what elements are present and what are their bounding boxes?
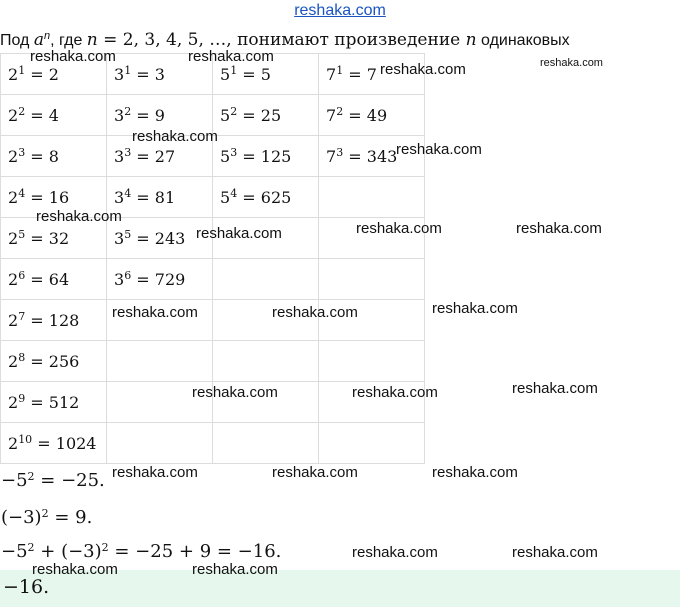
watermark: reshaka.com [36, 208, 122, 225]
table-row [1, 423, 425, 464]
watermark: reshaka.com [352, 384, 438, 401]
watermark: reshaka.com [188, 48, 274, 65]
table-row [1, 341, 425, 382]
watermark: reshaka.com [356, 220, 442, 237]
table-cell: $5^4 = 625$ [213, 177, 319, 218]
table-cell [213, 341, 319, 382]
table-cell: $3^3 = 27$ [107, 136, 213, 177]
table-cell: $2^{10} = 1024$ [1, 423, 107, 464]
table-cell: $3^5 = 243$ [107, 218, 213, 259]
table-cell: $7^3 = 343$ [319, 136, 425, 177]
table-cell: $5^1 = 5$ [213, 54, 319, 95]
table-cell: $2^5 = 32$ [1, 218, 107, 259]
table-cell: $5^3 = 125$ [213, 136, 319, 177]
table-cell: $3^4 = 81$ [107, 177, 213, 218]
table-cell: $2^1 = 2$ [1, 54, 107, 95]
watermark: reshaka.com [396, 141, 482, 158]
watermark: reshaka.com [192, 384, 278, 401]
table-cell: $7^1 = 7$ [319, 54, 425, 95]
watermark: reshaka.com [512, 380, 598, 397]
table-cell: $3^6 = 729$ [107, 259, 213, 300]
watermark: reshaka.com [432, 464, 518, 481]
watermark: reshaka.com [112, 304, 198, 321]
watermark: reshaka.com [272, 464, 358, 481]
watermark: reshaka.com [192, 561, 278, 578]
equation-2: $(-3)^2 = 9$. [1, 507, 93, 528]
watermark: reshaka.com [512, 544, 598, 561]
table-cell [319, 177, 425, 218]
table-cell: $2^4 = 16$ [1, 177, 107, 218]
table-cell: $5^2 = 25$ [213, 95, 319, 136]
table-cell: $7^2 = 49$ [319, 95, 425, 136]
watermark: reshaka.com [352, 544, 438, 561]
intro-text: Под $a^n$, где n = 2, 3, 4, 5, …, понимают произведение n одинаковых [0, 30, 570, 50]
watermark: reshaka.com [272, 304, 358, 321]
table-cell [107, 341, 213, 382]
powers-table [0, 53, 425, 464]
table-cell [319, 341, 425, 382]
table-cell: $2^9 = 512$ [1, 382, 107, 423]
table-cell: $2^8 = 256$ [1, 341, 107, 382]
table-cell: $2^3 = 8$ [1, 136, 107, 177]
watermark: reshaka.com [112, 464, 198, 481]
table-row [1, 259, 425, 300]
table-cell: $2^6 = 64$ [1, 259, 107, 300]
table-row [1, 300, 425, 341]
table-cell: $2^7 = 128$ [1, 300, 107, 341]
watermark: reshaka.com [540, 57, 603, 69]
watermark: reshaka.com [32, 561, 118, 578]
answer-value: −16. [3, 576, 50, 598]
table-cell [213, 259, 319, 300]
watermark: reshaka.com [516, 220, 602, 237]
site-link[interactable]: reshaka.com [294, 2, 386, 19]
watermark: reshaka.com [132, 128, 218, 145]
table-cell: $2^2 = 4$ [1, 95, 107, 136]
table-cell: $3^2 = 9$ [107, 95, 213, 136]
table-cell [213, 423, 319, 464]
equation-3: $-5^2 + (-3)^2 = -25 + 9 = -16$. [1, 541, 282, 562]
watermark: reshaka.com [380, 61, 466, 78]
equation-1: $-5^2 = -25$. [1, 470, 105, 491]
watermark: reshaka.com [196, 225, 282, 242]
table-cell [107, 423, 213, 464]
watermark: reshaka.com [30, 48, 116, 65]
table-cell [319, 423, 425, 464]
watermark: reshaka.com [432, 300, 518, 317]
table-cell: $3^1 = 3$ [107, 54, 213, 95]
table-cell [319, 259, 425, 300]
